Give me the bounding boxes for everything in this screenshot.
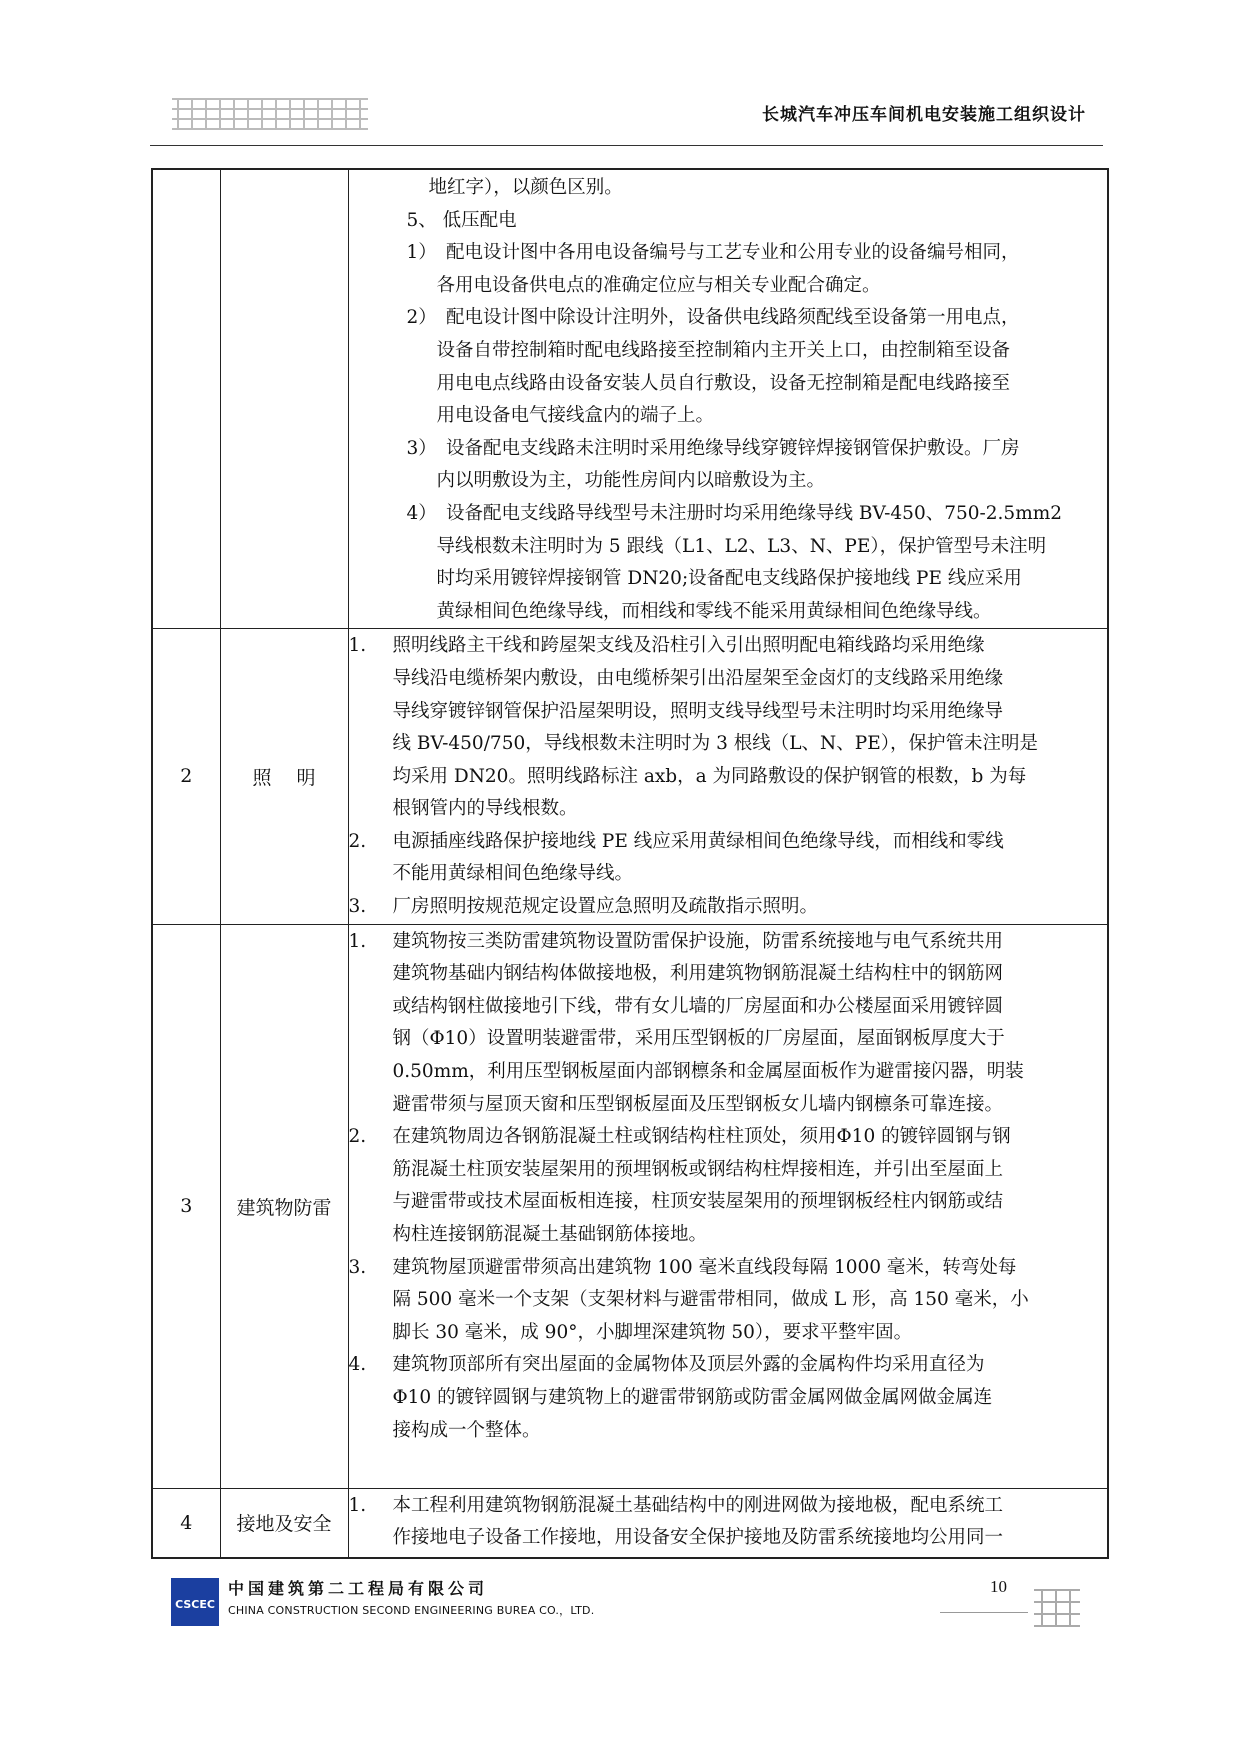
list-item [349,926,1108,1122]
row-items [349,630,1108,923]
text-line: 厂房照明按规范规定设置应急照明及疏散指示照明。 [392,896,819,918]
item-number: 2. [348,830,367,852]
text-line: 4） 设备配电支线路导线型号未注册时均采用绝缘导线 BV-450、750-2.5mm2 [406,502,1063,524]
document-title: 长城汽车冲压车间机电安装施工组织设计 [762,105,1086,125]
item-text [393,1252,1108,1350]
text-line: 均采用 DN20。照明线路标注 axb，a 为同路敷设的保护钢管的根数，b 为每 [392,765,1027,787]
item-text [393,1121,1108,1251]
row-content [348,169,1108,629]
text-line: 作接地电子设备工作接地，用设备安全保护接地及防雷系统接地均公用同一 [392,1527,1004,1549]
text-line: 不能用黄绿相间色绝缘导线。 [392,863,634,885]
text-line: 3） 设备配电支线路未注明时采用绝缘导线穿镀锌焊接钢管保护敷设。厂房 [406,437,1020,459]
item-number: 1. [348,635,367,657]
text-line: 避雷带须与屋顶天窗和压型钢板屋面及压型钢板女儿墙内钢檩条可靠连接。 [392,1093,1004,1115]
row-number: 2 [152,629,220,924]
footer-rule [940,1612,1028,1613]
text-line: 与避雷带或技术屋面板相连接，柱顶安装屋架用的预埋钢板经柱内钢筋或结 [392,1191,1004,1213]
spec-table [151,168,1109,1559]
text-line: 导线根数未注明时为 5 跟线（L1、L2、L3、N、PE），保护管型号未注明 [436,535,1047,557]
text-line: 建筑物顶部所有突出屋面的金属物体及顶层外露的金属构件均采用直径为 [392,1354,985,1376]
list-item [349,826,1108,891]
row-number [152,169,220,629]
text-line: 接构成一个整体。 [392,1419,541,1441]
text-line: 照明线路主干线和跨屋架支线及沿柱引入引出照明配电箱线路均采用绝缘 [392,635,985,657]
text-line: 或结构钢柱做接地引下线，带有女儿墙的厂房屋面和办公楼屋面采用镀锌圆 [392,995,1004,1017]
text-line: 用电设备电气接线盒内的端子上。 [436,405,715,427]
item-text [393,891,1108,924]
text-line: 在建筑物周边各钢筋混凝土柱或钢结构柱柱顶处，须用Φ10 的镀锌圆钢与钢 [392,1126,1011,1148]
text-line: 各用电设备供电点的准确定位应与相关专业配合确定。 [436,274,881,296]
text-line: 筋混凝土柱顶安装屋架用的预埋钢板或钢结构柱焊接相连，并引出至屋面上 [392,1158,1004,1180]
text-line: 隔 500 毫米一个支架（支架材料与避雷带相同，做成 L 形，高 150 毫米，小 [392,1289,1029,1311]
item-number: 1. [348,930,367,952]
text-line: 建筑物按三类防雷建筑物设置防雷保护设施，防雷系统接地与电气系统共用 [392,930,1004,952]
item-number: 3. [348,1256,367,1278]
row-content [348,924,1108,1488]
header-rule [150,145,1103,146]
list-item [349,630,1108,826]
item-number: 3. [348,896,367,918]
text-line: 导线沿电缆桥架内敷设，由电缆桥架引出沿屋架至金卤灯的支线路采用绝缘 [392,667,1004,689]
item-text [393,1349,1108,1447]
text-line: 黄绿相间色绝缘导线，而相线和零线不能采用黄绿相间色绝缘导线。 [436,600,992,622]
text-line: 时均采用镀锌焊接钢管 DN20;设备配电支线路保护接地线 PE 线应采用 [436,568,1022,590]
list-item [349,1121,1108,1251]
text-line: 1） 配电设计图中各用电设备编号与工艺专业和公用专业的设备编号相同， [406,242,1020,264]
footer-decoration-icon [1034,1589,1080,1629]
item-text [393,826,1108,891]
page-number: 10 [990,1577,1007,1596]
text-line: 5、 低压配电 [406,209,517,231]
list-item [349,891,1108,924]
text-line: 导线穿镀锌钢管保护沿屋架明设，照明支线导线型号未注明时均采用绝缘导 [392,700,1004,722]
text-line: 建筑物屋顶避雷带须高出建筑物 100 毫米直线段每隔 1000 毫米，转弯处每 [392,1256,1017,1278]
row-content [348,629,1108,924]
row-items [349,926,1108,1448]
text-line: 地红字），以颜色区别。 [428,177,623,198]
company-name-en: CHINA CONSTRUCTION SECOND ENGINEERING BUREA CO.，LTD. [228,1604,595,1617]
item-text [393,630,1108,826]
text-line: 2） 配电设计图中除设计注明外，设备供电线路须配线至设备第一用电点， [406,307,1020,329]
header-decoration-icon [172,98,368,134]
row-title: 建筑物防雷 [220,924,348,1488]
text-line: 0.50mm，利用压型钢板屋面内部钢檩条和金属屋面板作为避雷接闪器，明装 [392,1061,1024,1083]
text-line: 钢（Φ10）设置明装避雷带，采用压型钢板的厂房屋面，屋面钢板厚度大于 [392,1028,1005,1050]
text-line: 脚长 30 毫米，成 90°，小脚埋深建筑物 50），要求平整牢固。 [392,1321,913,1343]
row-lines [349,172,1108,628]
text-line: 构柱连接钢筋混凝土基础钢筋体接地。 [392,1224,708,1245]
row-number: 3 [152,924,220,1488]
text-line: 线 BV-450/750，导线根数未注明时为 3 根线（L、N、PE），保护管未注明是 [392,733,1038,755]
list-item [349,1349,1108,1447]
text-line: 设备自带控制箱时配电线路接至控制箱内主开关上口，由控制箱至设备 [436,339,1011,361]
text-line: Φ10 的镀锌圆钢与建筑物上的避雷带钢筋或防雷金属网做金属网做金属连 [392,1386,993,1408]
text-line: 电源插座线路保护接地线 PE 线应采用黄绿相间色绝缘导线，而相线和零线 [392,830,1004,852]
row-items [349,1490,1108,1555]
row-title: 接地及安全 [220,1488,348,1558]
text-line: 根钢管内的导线根数。 [392,798,578,820]
text-line: 内以明敷设为主，功能性房间内以暗敷设为主。 [436,470,826,492]
company-name-cn: 中国建筑第二工程局有限公司 [228,1579,489,1598]
row-title [220,169,348,629]
table-row [152,169,1108,629]
text-line: 用电电点线路由设备安装人员自行敷设，设备无控制箱是配电线路接至 [436,372,1011,394]
item-number: 2. [348,1126,367,1148]
company-logo-icon [171,1578,219,1626]
table-row [152,629,1108,924]
text-line: 本工程利用建筑物钢筋混凝土基础结构中的刚进网做为接地极，配电系统工 [392,1494,1004,1516]
item-number: 4. [348,1354,367,1376]
table-row [152,1488,1108,1558]
table-row [152,924,1108,1488]
item-text [393,926,1108,1122]
item-number: 1. [348,1494,367,1516]
list-item [349,1252,1108,1350]
list-item [349,1490,1108,1555]
row-number: 4 [152,1488,220,1558]
row-content [348,1488,1108,1558]
item-text [393,1490,1108,1555]
row-title: 照 明 [220,629,348,924]
logo-text: CSCEC [175,1598,215,1611]
text-line: 建筑物基础内钢结构体做接地极，利用建筑物钢筋混凝土结构柱中的钢筋网 [392,963,1004,985]
